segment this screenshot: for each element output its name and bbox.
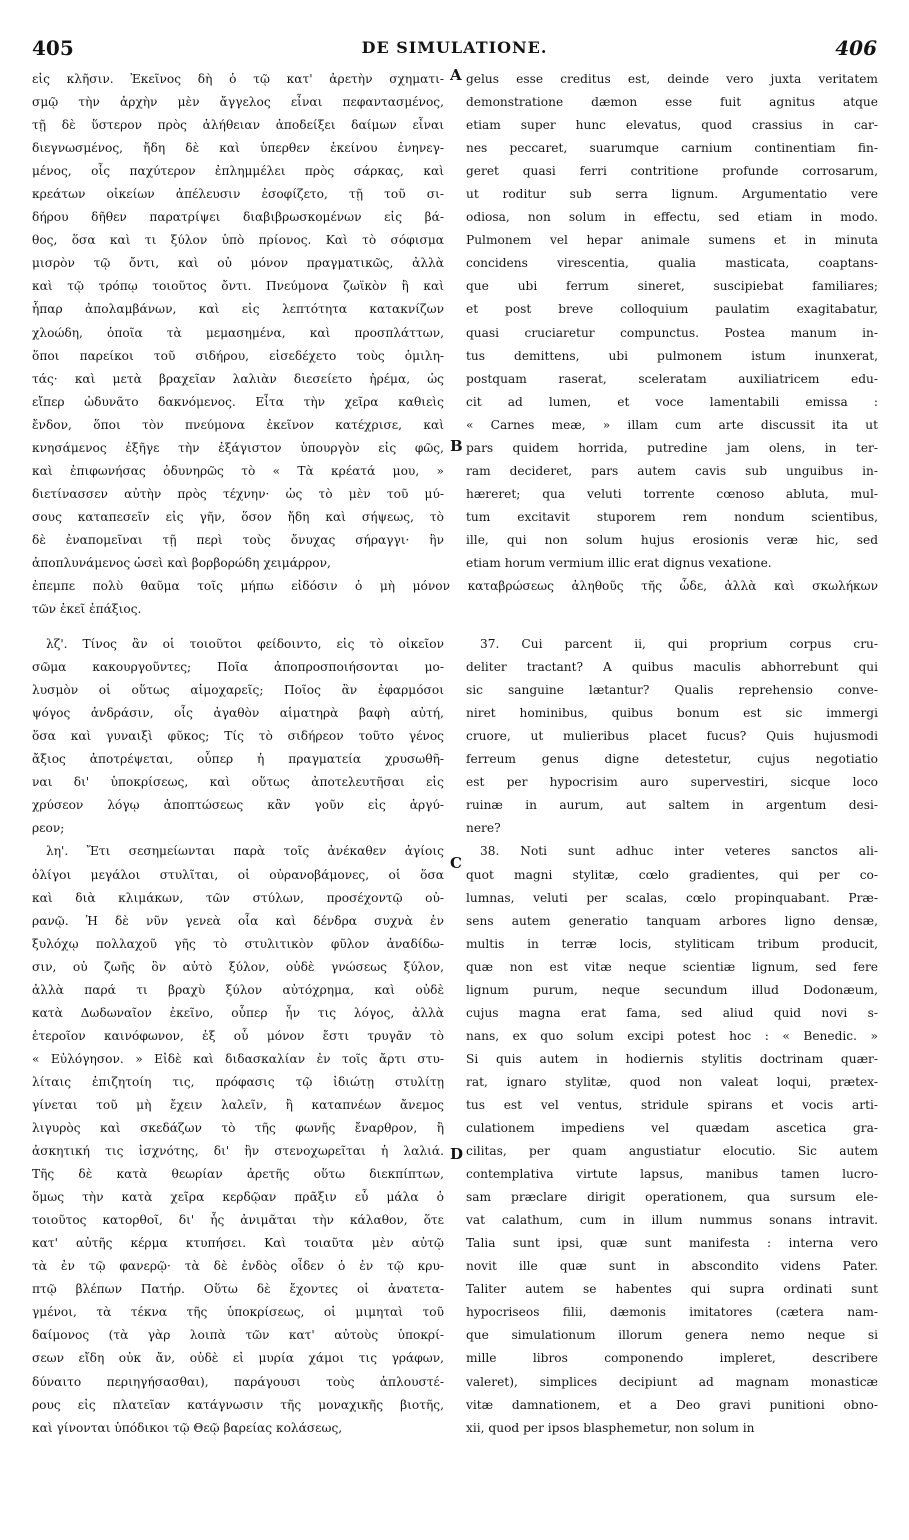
text-line: γμένοι, τὰ τέκνα τῆς ὑποκρίσεως, οἱ μιμηταὶ τοῦ — [32, 1305, 444, 1320]
text-line: tus est vel ventus, stridule spirans et vocis arti- — [466, 1097, 878, 1112]
text-line: ut roditur sub serra lignum. Argumentatio vere — [466, 187, 878, 202]
text-line: σους καταπεσεῖν εἰς γῆν, ὅσον ἤδη καὶ σήψεως, τὸ — [32, 509, 444, 524]
text-line: que simulationum illorum genera nemo neque si — [466, 1328, 878, 1343]
text-line: μισρὸν τῷ ὄντι, καὶ οὐ μόνον πραγματικῶς, ἀλλὰ — [32, 256, 444, 271]
text-line: Pulmonem vel hepar animale sumens et in minuta — [466, 233, 878, 248]
text-line: « Carnes meæ, » illam cum arte discussit ita ut — [466, 417, 878, 432]
text-line: ruinæ in aurum, aut saltem in argentum desi- — [466, 798, 878, 813]
text-line: concidens virescentia, qualia masticata, coaptans- — [466, 256, 878, 271]
text-line: cujus magna erat fama, sed aliud quid novi s- — [466, 1005, 878, 1020]
text-line: ferreum genus digne detestetur, cujus negotiatio — [466, 752, 878, 767]
text-line: et post breve colloquium paulatim exagitabatur, — [466, 302, 878, 317]
text-line: ὅμως τὴν κατὰ χεῖρα κερδῷαν πρᾶξιν εὖ μάλα ὁ — [32, 1190, 444, 1205]
text-line: πτῷ βλέπων Πατήρ. Οὕτω δὲ ἔχοντες οἱ ἀνατετα- — [32, 1282, 444, 1297]
text-line: lignum purum, neque secundum illud Dodonæum, — [466, 982, 878, 997]
text-line: κατὰ Δωδωναῖον ἐκεῖνο, οὗπερ ἦν τις λόγος, ἀλλὰ — [32, 1005, 444, 1020]
text-line: ὅποι παρείκοι τοῦ σιδήρου, εἰσεδέχετο τοὺς ὁμιλη- — [32, 348, 444, 363]
text-line: μένος, οἷς παχύτερον ἐπλημμέλει πρὸς σάρκας, καὶ — [32, 164, 444, 179]
text-line: λυσμὸν οἱ οὕτως αἱμοχαρεῖς; Ποῖος ἂν ἐφαρμόσοι — [32, 683, 444, 698]
text-line: 37. Cui parcent ii, qui proprium corpus cru- — [480, 637, 878, 652]
text-line: « Εὐλόγησον. » Εἰδὲ καὶ διδασκαλίαν ἐν τοῖς ἄρτι στυ- — [32, 1051, 444, 1066]
text-line: θος, ὅσα καὶ τι ξύλον ὑπὸ πρίονος. Καὶ τὸ σόφισμα — [32, 233, 444, 248]
text-line: εἴπερ ὠδυνᾶτο δακνόμενος. Εἶτα τὴν χεῖρα καθιεὶς — [32, 394, 444, 409]
text-line: δαίμονος (τὰ γὰρ λοιπὰ τῶν κατ' αὐτοὺς ὑποκρί- — [32, 1328, 444, 1343]
text-line: χλοώδη, ὁποῖα τὰ μεμασημένα, καὶ προσπλάττων, — [32, 325, 444, 340]
text-line: ἑτεροῖον καινόφωνον, ἐξ οὗ μόνον ἔστι τρυγᾶν τὸ — [32, 1028, 444, 1043]
text-line: odiosa, non solum in effectu, sed etiam in modo. — [466, 210, 878, 225]
text-line: vitæ damnationem, et a Deo gravi punitioni obno- — [466, 1397, 878, 1412]
text-line: tus demittens, ubi pulmonem istum inunxerat, — [466, 348, 878, 363]
text-line: σεων εἴδη οὐκ ἄν, οὐδὲ εἰ μυρία χάμοι τις γράφων, — [32, 1351, 444, 1366]
section-marker-b: B — [450, 437, 463, 456]
text-line: γίνεται τοῦ μὴ ἔχειν λαλεῖν, ἢ καταπνέων ἄνεμος — [32, 1097, 444, 1112]
text-line: sic sanguine lætantur? Qualis reprehensio conve- — [466, 683, 878, 698]
greek-column — [32, 68, 444, 1440]
text-line: quot magni stylitæ, cœlo gradientes, qui per co- — [466, 867, 878, 882]
text-line: ναι δι' ὑποκρίσεως, καὶ οὕτως ἀποτελευτῆσαι εἰς — [32, 775, 444, 790]
text-line: διεγνωσμένος, ἤδη δὲ καὶ ὑπερθεν ἐκείνου ἐνηνεγ- — [32, 141, 444, 156]
text-line: ρανῷ. Ἡ δὲ νῦν γενεὰ οἷα καὶ δένδρα συχνὰ ἐν — [32, 913, 444, 928]
text-line: τῇ δὲ ὕστερον πρὸς ἀλήθειαν ἀποδείξει δαίμων εἶναι — [32, 118, 444, 133]
text-line: Taliter autem se habentes qui supra ordinati sunt — [466, 1282, 878, 1297]
text-line: λη'. Ἔτι σεσημείωνται παρὰ τοῖς ἀνέκαθεν ἁγίοις — [46, 844, 444, 859]
text-line: χρύσεον λόγῳ ἀποπτώσεως κἂν γοῦν εἰς ἀργύ- — [32, 798, 444, 813]
text-line: τὰ ἐν τῷ φανερῷ· τὰ δὲ ἐνδὸς οἶδεν ὁ ἐν τῷ κρυ- — [32, 1259, 444, 1274]
text-line: etiam super hunc elevatus, quod crassius in car- — [466, 118, 878, 133]
page-number-left: 405 — [32, 36, 74, 60]
page-number-right: 406 — [835, 36, 877, 60]
text-line: nere? — [466, 821, 501, 836]
text-line: nans, ex quo solum excipi potest hoc : « Benedic. » — [466, 1028, 878, 1043]
text-line: δύναιτο περιηγήσασθαι), παράγουσι τοὺς ἁπλουστέ- — [32, 1374, 444, 1389]
text-line: ρεον; — [32, 821, 65, 836]
text-line: deliter tractant? A quibus maculis abhorrebunt qui — [466, 660, 878, 675]
text-line: ille, qui non solum hujus erosionis veræ hic, sed — [466, 532, 878, 547]
text-line: nes peccaret, suarumque carnium continentiam fin- — [466, 141, 878, 156]
text-line: ἔνδον, ὅποι τὸν πνεύμονα ἐκεῖνον κατέχρισε, καὶ — [32, 417, 444, 432]
text-line: postquam raserat, sceleratam auxiliatricem edu- — [466, 371, 878, 386]
text-line: τάς· καὶ μετὰ βραχεῖαν λαλιὰν διεσείετο ἠρέμα, ὡς — [32, 371, 444, 386]
text-line: vat calathum, cum in illum nummus sonans intravit. — [466, 1213, 878, 1228]
text-line: cit ad lumen, et voce lamentabili emissa : — [466, 394, 878, 409]
text-line: τῶν ἐκεῖ ἐπάξιος. — [32, 602, 142, 617]
section-marker-a: A — [450, 66, 462, 84]
text-line: εἰς κλῆσιν. Ἐκεῖνος δὴ ὁ τῷ κατ' ἀρετὴν σχηματι- — [32, 72, 444, 86]
text-line: tum excitavit stuporem rem nondum scientibus, — [466, 509, 878, 524]
text-line: lumnas, veluti per scalas, cœlo propinquabant. Præ- — [466, 890, 878, 905]
text-line: σμῷ τὴν ἀρχὴν μὲν ἄγγελος εἶναι πεφαντασμένος, — [32, 95, 444, 110]
text-line: hæreret; qua veluti torrente cœnoso abluta, mul- — [466, 486, 878, 501]
running-title: DE SIMULATIONE. — [361, 38, 548, 57]
text-line: 38. Noti sunt adhuc inter veteres sanctos ali- — [480, 844, 878, 859]
text-line: ἄξιος ἀποτρέψεται, οὗπερ ἡ πραγματεία χρυσωθῆ- — [32, 752, 444, 767]
text-line: ρους εἰς πλατεῖαν κατάγνωσιν τῆς μοναχικῆς βιοτῆς, — [32, 1397, 444, 1412]
text-line: καὶ διὰ κλιμάκων, τῶν στύλων, προσέχοντῷ οὐ- — [32, 890, 444, 905]
text-line: ἧπαρ ἀπολαμβάνων, καὶ εἰς λεπτότητα κατακνίζων — [32, 302, 444, 317]
text-line: hypocriseos filii, dæmonis imitatores (cætera nam- — [466, 1305, 878, 1320]
text-line: ἀσκητική τις ἰσχνότης, δι' ἣν στενοχωρεῖται ἡ λαλιά. — [32, 1144, 444, 1159]
text-line: δὲ ἐναπομεῖναι τῇ περὶ τοὺς ὄνυχας σήραγγι· ἣν — [32, 532, 444, 547]
text-line: quæ non est vitæ neque scientiæ lignum, sed fere — [466, 959, 878, 974]
text-line: καὶ ἐπιφωνήσας ὀδυνηρῶς τὸ « Τὰ κρέατά μου, » — [32, 463, 444, 478]
text-line: que ubi ferrum sineret, suscipiebat familiares; — [466, 279, 878, 294]
text-line: ram decideret, pars autem cavis sub unguibus in- — [466, 463, 878, 478]
text-line: culationem impediens vel quædam ascetica gra- — [466, 1121, 878, 1136]
text-line: τοιοῦτος κατορθοῖ, δι' ἧς ἀνιμᾶται τὴν κάλαθον, ὅτε — [32, 1213, 444, 1228]
greek-bridge-lines — [32, 575, 878, 621]
text-line: λζ'. Τίνος ἂν οἱ τοιοῦτοι φείδοιντο, εἰς τὸ οἰκεῖον — [46, 637, 444, 652]
text-line: mille libros componendo impleret, describere — [466, 1351, 878, 1366]
text-line: demonstratione dæmon esse fuit agnitus atque — [466, 95, 878, 110]
text-line: καὶ τῷ τρόπῳ τοιοῦτος ὄντι. Πνεύμονα ζωϊκὸν ἢ καὶ — [32, 279, 444, 294]
text-line: novit ille quæ sunt in abscondito videns Pater. — [466, 1259, 878, 1274]
text-line: etiam horum vermium illic erat dignus vexatione. — [466, 555, 772, 570]
latin-column — [466, 68, 878, 1440]
text-line: κατ' αὐτῆς κέρμα κτυπήσει. Καὶ τοιαῦτα μὲν αὐτῷ — [32, 1236, 444, 1251]
text-line: σῶμα κακουργοῦντες; Ποῖα ἀποπροσποιήσονται μο- — [32, 660, 444, 675]
text-line: ἀλλὰ παρά τι βραχὺ ξύλον αὐτόχρημα, καὶ οὐδὲ — [32, 982, 444, 997]
text-line: ἐπεμπε πολὺ θαῦμα τοῖς μήπω εἰδόσιν ὁ μὴ μόνον καταβρώσεως ἀληθοῦς τῆς ὧδε, ἀλλὰ καὶ σκωλήκων — [32, 579, 878, 594]
text-line: ξυλόχῳ πολλαχοῦ γῆς τὸ στυλιτικὸν φῦλον ἀναδίδω- — [32, 936, 444, 951]
text-line: ὀλίγοι μεγάλοι στυλῖται, οἱ οὐρανοβάμονες, οἱ ὅσα — [32, 867, 444, 882]
text-line: cilitas, per quam angustiatur elocutio. Sic autem — [466, 1144, 878, 1159]
text-line: contemplativa virtute lapsus, manibus tamen lucro- — [466, 1167, 878, 1182]
text-line: gelus esse creditus est, deinde vero juxta veritatem — [466, 72, 878, 86]
text-line: xii, quod per ipsos blasphemetur, non solum in — [466, 1420, 755, 1435]
text-line: niret hominibus, quibus bonum est sic immergi — [466, 706, 878, 721]
text-line: multis in terræ locis, styliticam tribum producit, — [466, 936, 878, 951]
text-line: ψόγος ἀνδράσιν, οἷς ἀγαθὸν αἱματηρὰ βαφὴ αὐτή, — [32, 706, 444, 721]
text-line: Τῆς δὲ κατὰ θεωρίαν ἀρετῆς οὕτω διεκπίπτων, — [32, 1167, 444, 1182]
text-line: cruore, ut mulieribus placet fucus? Quis hujusmodi — [466, 729, 878, 744]
text-line: quasi cruciaretur compunctus. Postea manum in- — [466, 325, 878, 340]
text-line: ἀποπλυνάμενος ὡσεὶ καὶ βορβορώδη χειμάρρον, — [32, 555, 331, 570]
text-line: δήρου δῆθεν παρατρίψει διαβιβρωσκομένων εἰς βά- — [32, 210, 444, 225]
text-line: λίταις ἐπιζητοίη τις, πρόφασις τῷ ἰδιώτῃ στυλίτῃ — [32, 1074, 444, 1089]
section-marker-c: C — [450, 854, 462, 873]
text-line: λιγυρὸς καὶ σκεδάζων τὸ τῆς φωνῆς ἔναρθρον, ἢ — [32, 1121, 444, 1136]
text-line: Si quis autem in hodiernis stylitis doctrinam quær- — [466, 1051, 878, 1066]
text-line: κνησάμενος ἐξῆγε τὴν ἐξάγιστον ὑπουργὸν εἰς φῶς, — [32, 440, 444, 455]
running-header — [32, 36, 877, 64]
text-line: ὅσα καὶ γυναιξὶ φῦκος; Τίς τὸ σιδήρεον τοῦτο γένος — [32, 729, 444, 744]
text-line: sam præclare dirigit operationem, qua sursum ele- — [466, 1190, 878, 1205]
text-line: καὶ γίνονται ὑπόδικοι τῷ Θεῷ βαρείας κολάσεως, — [32, 1420, 343, 1435]
text-line: sens autem generatio tanquam arbores ligno densæ, — [466, 913, 878, 928]
text-line: σιν, οὐ ζωῆς ὃν αὐτὸ ξύλον, οὐδὲ γνώσεως ξύλον, — [32, 959, 444, 974]
text-line: κρεάτων οἰκείων ἀπέλευσιν ἐσοφίζετο, τῇ τοῦ σι- — [32, 187, 444, 202]
text-line: rat, ignaro stylitæ, quod non valeat loqui, prætex- — [466, 1074, 878, 1089]
text-line: valeret), simplices decipiunt ad magnam monasticæ — [466, 1374, 878, 1389]
text-line: διετίνασσεν αὐτὴν πρὸς τέχνην· ὡς τὸ μὲν τοῦ μύ- — [32, 486, 444, 501]
text-line: geret quasi ferri contritione profunde corrosarum, — [466, 164, 878, 179]
text-line: pars quidem horrida, putredine jam olens, in ter- — [466, 440, 878, 455]
section-marker-d: D — [450, 1144, 464, 1163]
text-line: est per hypocrisim auro supervestiri, sicque loco — [466, 775, 878, 790]
text-line: Talia sunt ipsi, quæ sunt manifesta : interna vero — [466, 1236, 878, 1251]
